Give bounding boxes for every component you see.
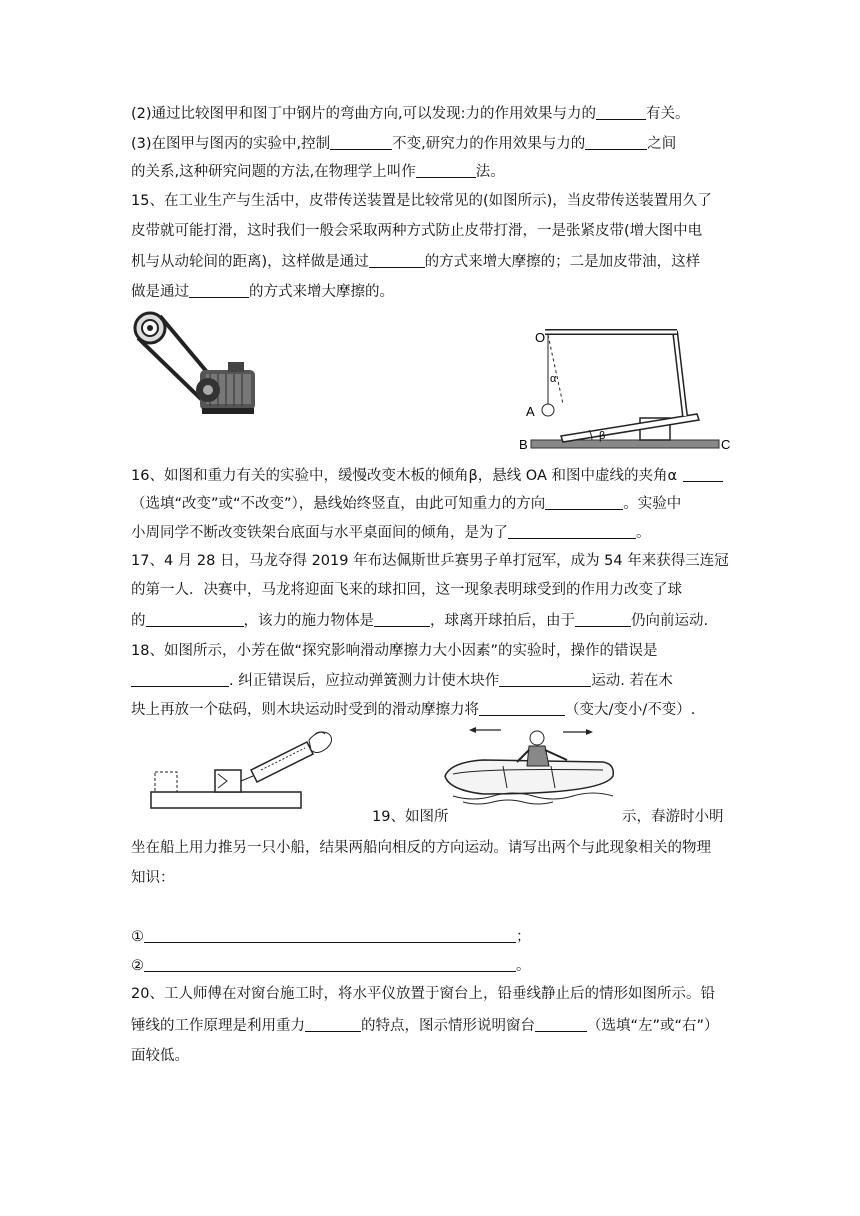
label-a: A (526, 404, 535, 419)
answer-blank[interactable] (596, 103, 646, 120)
q20-line-2: 锤线的工作原理是利用重力 的特点，图示情形说明窗台 （选填“左”或“右”） (131, 1015, 719, 1036)
q15-line-3: 机与从动轮间的距离)，这样做是通过 的方式来增大摩擦的；二是加皮带油，这样 (131, 251, 700, 272)
answer-blank[interactable] (508, 522, 636, 539)
q18-line-3: 块上再放一个砝码，则木块运动时受到的滑动摩擦力将 （变大/变小/不变）. (131, 699, 695, 720)
answer-blank[interactable] (683, 465, 723, 482)
q15-line-4: 做是通过 的方式来增大摩擦的。 (131, 281, 394, 302)
answer-blank[interactable] (144, 926, 516, 943)
q14-line-2: (2)通过比较图甲和图丁中钢片的弯曲方向,可以发现:力的作用效果与力的 有关。 (131, 103, 690, 124)
boat-figure (443, 724, 618, 809)
q18-line-2: . 纠正错误后，应拉动弹簧测力计使木块作 运动. 若在木 (131, 670, 673, 691)
q17-line-2: 的第一人．决赛中，马龙将迎面飞来的球扣回，这一现象表明球受到的作用力改变了球 (131, 582, 682, 598)
q19-line-1a: 19、如图所 (372, 809, 449, 825)
answer-blank[interactable] (305, 1015, 361, 1032)
answer-blank[interactable] (131, 670, 229, 687)
answer-blank[interactable] (189, 281, 249, 298)
answer-blank[interactable] (479, 699, 565, 716)
answer-blank[interactable] (499, 670, 591, 687)
q20-line-1: 20、工人师傅在对窗台施工时，将水平仪放置于窗台上，铅垂线静止后的情形如图所示。铅 (131, 986, 715, 1002)
q15-line-1: 15、在工业生产与生活中，皮带传送装置是比较常见的(如图所示)，当皮带传送装置用久了 (131, 193, 712, 209)
answer-blank[interactable] (369, 251, 425, 268)
q19-line-2: 坐在船上用力推另一只小船，结果两船向相反的方向运动。请写出两个与此现象相关的物理 (131, 840, 711, 856)
label-o: O (535, 330, 546, 345)
label-beta: β (599, 430, 606, 442)
answer-blank[interactable] (575, 610, 631, 627)
label-c: C (721, 437, 731, 452)
q16-line-3: 小周同学不断改变铁架台底面与水平桌面间的倾角，是为了 。 (131, 522, 651, 543)
answer-blank[interactable] (146, 610, 244, 627)
q17-line-3: 的 ，该力的施力物体是 ，球离开球拍后，由于 仍向前运动. (131, 610, 708, 631)
q18-line-1: 18、如图所示，小芳在做“探究影响滑动摩擦力大小因素”的实验时，操作的错误是 (131, 643, 658, 659)
answer-blank[interactable] (330, 133, 392, 150)
answer-blank[interactable] (585, 133, 647, 150)
friction-experiment-figure (149, 724, 339, 814)
q20-line-3: 面较低。 (131, 1048, 189, 1064)
q19-answer-1: ① ； (131, 926, 531, 947)
q14-line-4: 的关系,这种研究问题的方法,在物理学上叫作 法。 (131, 161, 505, 182)
belt-drive-figure (130, 308, 265, 418)
q19-line-1b: 示，春游时小明 (622, 809, 724, 825)
q16-line-2: （选填“改变”或“不改变”），悬线始终竖直，由此可知重力的方向 。实验中 (131, 493, 681, 514)
label-alpha: α (550, 373, 557, 385)
answer-blank[interactable] (144, 955, 516, 972)
q17-line-1: 17、4 月 28 日，马龙夺得 2019 年布达佩斯世乒赛男子单打冠军，成为 54 年来获得三连冠 (131, 553, 729, 569)
answer-blank[interactable] (545, 493, 623, 510)
q19-answer-2: ② 。 (131, 955, 531, 976)
gravity-direction-figure (517, 310, 731, 452)
q16-line-1: 16、如图和重力有关的实验中，缓慢改变木板的倾角β，悬线 OA 和图中虚线的夹角α (131, 465, 723, 486)
answer-blank[interactable] (374, 610, 430, 627)
answer-blank[interactable] (535, 1015, 587, 1032)
q14-line-3: (3)在图甲与图丙的实验中,控制 不变,研究力的作用效果与力的 之间 (131, 133, 676, 154)
answer-blank[interactable] (416, 161, 476, 178)
q19-line-3: 知识： (131, 870, 175, 886)
q15-line-2: 皮带就可能打滑，这时我们一般会采取两种方式防止皮带打滑，一是张紧皮带(增大图中电 (131, 223, 703, 239)
label-b: B (519, 437, 528, 452)
